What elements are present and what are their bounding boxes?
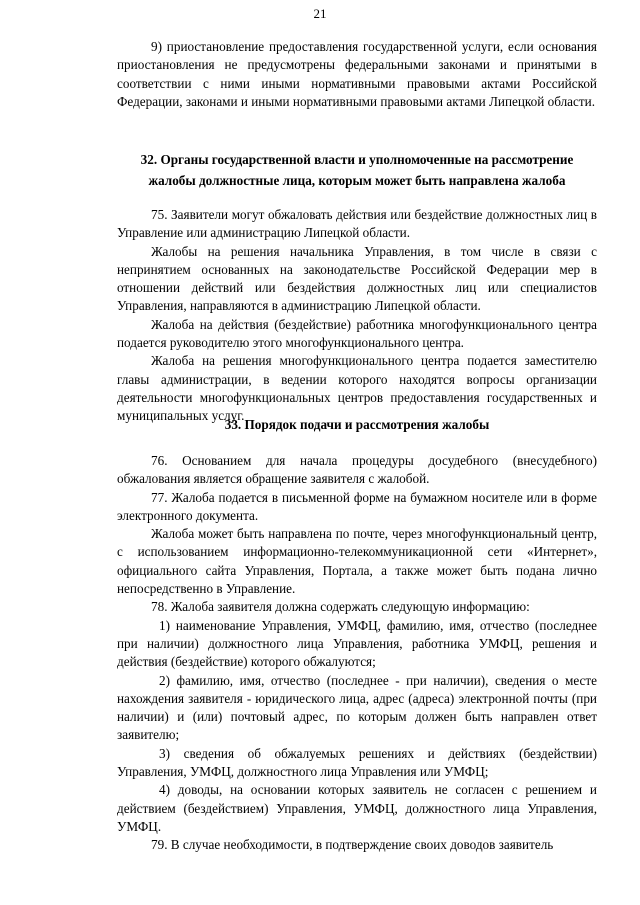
list-item: 3) сведения об обжалуемых решениях и действиях (бездействии) Управления, УМФЦ, должностного лица Управления или УМФЦ; [117, 745, 597, 780]
page-number: 21 [313, 6, 327, 21]
paragraph: 75. Заявители могут обжаловать действия или бездействие должностных лиц в Управление или администрацию Липецкой области. [117, 207, 597, 241]
paragraph: Жалобы на решения начальника Управления, в том числе в связи с непринятием основанных на законодательстве Российской Федерации мер в отношении действий или бездействия должностных лиц или специалистов Управления, направляются в администрацию Липецкой области. [117, 243, 597, 314]
paragraph: 79. В случае необходимости, в подтверждение своих доводов заявитель [151, 837, 554, 853]
paragraph: Жалоба на решения многофункционального центра подается заместителю главы администрации, в ведении которого находятся вопросы организации деятельности многофункциональных центров предоставления государственных и муниципальных услуг. [117, 353, 597, 424]
section-33-body [117, 452, 597, 855]
section-31-end [117, 38, 597, 111]
paragraph: Жалоба на действия (бездействие) работника многофункционального центра подается руководителю этого многофункционального центра. [117, 316, 597, 351]
section-32-heading: 32. Органы государственной власти и уполномоченные на рассмотрение жалобы должностные лица, которым может быть направлена жалоба [140, 152, 574, 188]
paragraph: 77. Жалоба подается в письменной форме на бумажном носителе или в форме электронного документа. [117, 489, 597, 523]
paragraph: 76. Основанием для начала процедуры досудебного (внесудебного) обжалования является обращение заявителя с жалобой. [117, 453, 597, 487]
paragraph: Жалоба может быть направлена по почте, через многофункциональный центр, с использованием информационно-телекоммуникационной сети «Интернет», официального сайта Управления, Портала, а также может быть подана лично непосредственно в Управление. [117, 526, 597, 597]
list-item: 1) наименование Управления, УМФЦ, фамилию, имя, отчество (последнее при наличии) должностного лица Управления, работника УМФЦ, решения и действия (бездействие) которого обжалуются; [117, 617, 597, 670]
list-item: 2) фамилию, имя, отчество (последнее - при наличии), сведения о месте нахождения заявителя - юридического лица, адрес (адреса) электронной почты (при наличии) и (или) почтовый адрес, по которым должен быть направлен ответ заявителю; [117, 672, 597, 743]
list-item: 4) доводы, на основании которых заявитель не согласен с решением и действием (бездействием) Управления, УМФЦ, должностного лица Управления, УМФЦ. [117, 782, 597, 834]
paragraph: 78. Жалоба заявителя должна содержать следующую информацию: [151, 599, 530, 615]
section-32-body [117, 206, 597, 426]
paragraph: 9) приостановление предоставления государственной услуги, если основания приостановления не предусмотрены федеральными законами и принятыми в соответствии с ними иными нормативными правовыми актами Российской Федерации, законами и иными нормативными правовыми актами Липецкой области. [117, 39, 597, 109]
section-33-heading: 33. Порядок подачи и рассмотрения жалобы [224, 417, 490, 432]
